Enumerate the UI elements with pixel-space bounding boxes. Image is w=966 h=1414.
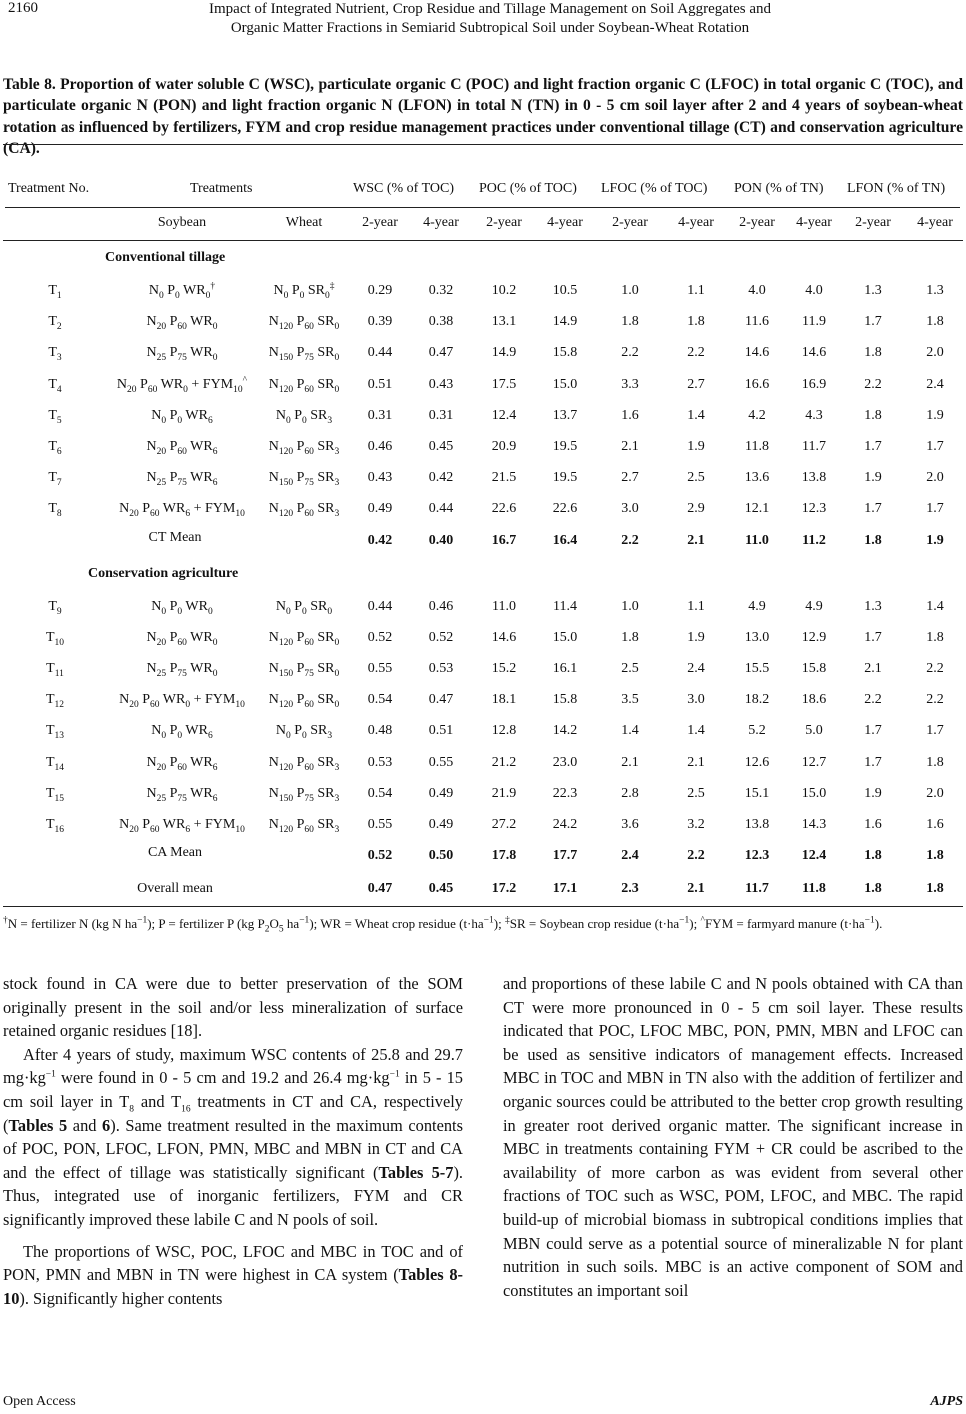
table-cell: 2.7 — [687, 376, 705, 392]
header-wheat: Wheat — [285, 215, 323, 230]
table-cell: 4.2 — [748, 407, 766, 423]
treatment-no: $T_2$ — [48, 314, 62, 332]
year-header-7: 4-year — [796, 215, 832, 230]
mean-cell: 2.2 — [687, 848, 705, 864]
page-number: 2160 — [8, 0, 38, 16]
table-cell: 0.49 — [367, 501, 393, 517]
soybean-treatment: $N_{25}$ $P_{75}$ $WR_6$ — [146, 785, 218, 804]
mean-cell: 2.4 — [621, 848, 639, 864]
table-cell: 22.3 — [552, 785, 578, 801]
table-cell: 18.6 — [801, 692, 827, 708]
table-cell: 1.7 — [864, 754, 882, 770]
table-cell: 1.4 — [687, 723, 705, 739]
table-cell: 2.1 — [864, 661, 882, 676]
table-cell: 2.2 — [687, 345, 705, 361]
table-cell: 1.8 — [687, 314, 705, 330]
header-treatment-no: Treatment No. — [8, 181, 90, 196]
table-cell: 0.46 — [428, 598, 454, 614]
table-cell: 0.47 — [428, 345, 454, 361]
table-cell: 1.6 — [864, 817, 882, 832]
treatment-no: $T_1$ — [48, 283, 62, 301]
table-cell: 2.0 — [926, 785, 944, 801]
wheat-treatment: $N_0$ $P_0$ $SR_0^\ddagger$ — [273, 281, 335, 301]
table-cell: 0.55 — [367, 817, 393, 832]
table-cell: 1.7 — [926, 501, 944, 517]
table-cell: 0.52 — [428, 629, 454, 645]
wheat-treatment: $N_{120}$ $P_{60}$ $SR_0$ — [268, 376, 340, 395]
table-cell: 0.39 — [367, 314, 393, 330]
year-header-5: 4-year — [678, 215, 714, 230]
table-cell: 0.44 — [367, 345, 393, 361]
treatment-no: $T_4$ — [48, 376, 62, 395]
soybean-treatment: $N_{20}$ $P_{60}$ $WR_6$ — [146, 439, 218, 457]
wheat-treatment: $N_0$ $P_0$ $SR_3$ — [275, 407, 333, 426]
overall-mean-cell: 11.8 — [802, 881, 826, 896]
table-footnote: †N = fertilizer N (kg N $ha^{-1}$); P = fertilizer P (kg $P_2O_5$ $ha^{-1}$); WR = Wheat crop residue $(t\cdot ha^{-1})$; ‡SR = Soybean crop residue $(t\cdot ha^{-1})$; ^FYM = farmyard manure $(t\cdot ha^{-1})$. — [3, 915, 883, 935]
year-header-8: 2-year — [855, 215, 891, 230]
wheat-treatment: $N_{150}$ $P_{75}$ $SR_3$ — [268, 470, 340, 488]
table-cell: 2.1 — [687, 754, 705, 770]
table-cell: 14.6 — [744, 345, 770, 361]
header-lfon: LFON (% of TN) — [847, 181, 946, 196]
table-cell: 1.3 — [864, 283, 882, 298]
table-cell: 15.5 — [744, 661, 770, 676]
overall-mean-cell: 11.7 — [745, 881, 769, 896]
mean-cell: 12.4 — [801, 848, 827, 864]
table-cell: 13.8 — [801, 470, 827, 486]
table-cell: 0.32 — [428, 283, 454, 298]
table-cell: 1.7 — [864, 723, 882, 739]
table-cell: 2.1 — [621, 754, 639, 770]
table-cell: 1.9 — [864, 785, 882, 801]
body-left-column — [3, 972, 463, 1310]
table-cell: 0.31 — [367, 407, 393, 423]
mean-cell: 1.9 — [926, 532, 944, 548]
table-cell: 1.8 — [621, 314, 639, 330]
table-cell: 11.7 — [802, 439, 826, 454]
table-cell: 0.46 — [367, 439, 393, 454]
wheat-treatment: $N_{150}$ $P_{75}$ $SR_3$ — [268, 785, 340, 804]
table-cell: 2.5 — [687, 470, 705, 486]
table-caption: Table 8. Proportion of water soluble C (WSC), particulate organic C (POC) and light fraction organic C (LFOC) in total organic C (TOC), and particulate organic N (PON) and light fraction organic N (LFON) in total N (TN) in 0 - 5 cm soil layer after 2 and 4 years of soybean-wheat rotation as influenced by fertilizers, FYM and crop residue management practices under conventional tillage (CT) and conservation agriculture (CA). — [3, 76, 963, 157]
table-cell: 0.31 — [428, 407, 454, 423]
soybean-treatment: $N_{25}$ $P_{75}$ $WR_0$ — [146, 345, 218, 364]
overall-mean-cell: 1.8 — [926, 881, 944, 896]
table-cell: 1.9 — [926, 407, 944, 423]
table-cell: 2.7 — [621, 470, 639, 486]
table-cell: 1.3 — [926, 283, 944, 298]
table-cell: 0.52 — [367, 629, 393, 645]
treatment-no: $T_{11}$ — [46, 661, 64, 679]
table-cell: 5.2 — [748, 723, 766, 739]
table-cell: 3.5 — [621, 692, 639, 708]
table-cell: 2.5 — [621, 661, 639, 676]
table-cell: 1.4 — [621, 723, 639, 739]
treatment-no: $T_7$ — [48, 470, 62, 488]
table-cell: 2.2 — [864, 376, 882, 392]
table-cell: 1.6 — [926, 817, 944, 832]
table-cell: 2.0 — [926, 470, 944, 486]
table-cell: 1.0 — [621, 283, 639, 298]
table-cell: 0.45 — [428, 439, 454, 454]
treatment-no: $T_9$ — [48, 598, 62, 617]
body-left-paragraph-2: After 4 years of study, maximum WSC contents of 25.8 and 29.7 $mg\cdot kg^{-1}$ were found in 0 - 5 cm and 19.2 and 26.4 $mg\cdot kg^{-1}$ in 5 - 15 cm soil layer in $T_8$ and $T_{16}$ treatments in CT and CA, respectively (Tables 5 and 6). Same treatment resulted in the maximum contents of POC, PON, LFOC, LFON, PMN, MBC and MBN in CT and CA and the effect of tillage was statistically significant (Tables 5-7). Thus, integrated use of inorganic fertilizers, FYM and CR significantly improved these labile C and N pools of soil. — [3, 1044, 463, 1229]
table-cell: 2.9 — [687, 501, 705, 517]
table-cell: 12.3 — [801, 501, 827, 517]
table-cell: 4.9 — [748, 598, 766, 614]
table-cell: 19.5 — [552, 439, 578, 454]
year-header-3: 4-year — [547, 215, 583, 230]
soybean-treatment: $N_{20}$ $P_{60}$ $WR_0$ — [146, 314, 218, 332]
wheat-treatment: $N_{120}$ $P_{60}$ $SR_3$ — [268, 501, 340, 520]
table-cell: 1.7 — [926, 439, 944, 454]
table-cell: 1.8 — [621, 629, 639, 645]
mean-cell: 0.40 — [428, 532, 454, 548]
table-cell: 12.6 — [744, 754, 770, 770]
table-cell: 21.2 — [491, 754, 517, 770]
year-header-4: 2-year — [612, 215, 648, 230]
wheat-treatment: $N_0$ $P_0$ $SR_3$ — [275, 723, 333, 742]
soybean-treatment: $N_0$ $P_0$ $WR_6$ — [151, 407, 213, 426]
overall-mean-cell: 17.1 — [552, 881, 578, 896]
table-cell: 4.9 — [805, 598, 823, 614]
table-cell: 3.0 — [621, 501, 639, 517]
table-cell: 1.9 — [687, 439, 705, 454]
mean-label: CT Mean — [148, 529, 202, 545]
footer-open-access: Open Access — [3, 1394, 76, 1409]
mean-label: CA Mean — [147, 845, 203, 861]
body-left-paragraph-1: stock found in CA were due to better preservation of the SOM originally present in the soil and/or less mineralization of surface retained organic residues [18]. — [3, 974, 463, 1041]
table-cell: 2.2 — [926, 692, 944, 708]
treatment-no: $T_5$ — [48, 407, 62, 426]
treatment-no: $T_{10}$ — [45, 629, 65, 648]
table-cell: 2.2 — [864, 692, 882, 708]
mean-cell: 1.8 — [864, 532, 882, 548]
running-head-line-1: Impact of Integrated Nutrient, Crop Residue and Tillage Management on Soil Aggregates and — [209, 1, 771, 17]
year-header-1: 4-year — [423, 215, 459, 230]
table-cell: 18.1 — [491, 692, 517, 708]
table-cell: 15.1 — [744, 785, 770, 801]
wheat-treatment: $N_{150}$ $P_{75}$ $SR_0$ — [268, 661, 340, 679]
table-cell: 15.8 — [552, 692, 578, 708]
overall-mean-cell: 0.45 — [428, 881, 454, 896]
table-cell: 14.6 — [801, 345, 827, 361]
overall-mean-cell: 1.8 — [864, 881, 882, 896]
mean-cell: 17.8 — [491, 848, 517, 864]
soybean-treatment: $N_{20}$ $P_{60}$ $WR_0 + FYM_{10}$ — [119, 692, 245, 710]
table-cell: 2.1 — [621, 439, 639, 454]
table-cell: 0.44 — [428, 501, 454, 517]
table-cell: 0.51 — [428, 723, 454, 739]
table-cell: 11.6 — [745, 314, 769, 330]
table-cell: 1.8 — [926, 629, 944, 645]
table-cell: 0.48 — [367, 723, 393, 739]
table-header-rule — [5, 207, 960, 208]
table-cell: 14.6 — [491, 629, 517, 645]
table-cell: 2.4 — [687, 661, 705, 676]
year-header-9: 4-year — [917, 215, 953, 230]
soybean-treatment: $N_{20}$ $P_{60}$ $WR_0$ — [146, 629, 218, 648]
table-cell: 23.0 — [552, 754, 578, 770]
header-pon: PON (% of TN) — [734, 181, 824, 196]
table-cell: 1.7 — [864, 629, 882, 645]
table-cell: 1.8 — [864, 407, 882, 423]
table-cell: 1.4 — [687, 407, 705, 423]
table-cell: 13.6 — [744, 470, 770, 486]
treatment-no: $T_{16}$ — [45, 817, 65, 835]
mean-cell: 0.52 — [367, 848, 393, 864]
table-cell: 2.5 — [687, 785, 705, 801]
table-cell: 1.9 — [687, 629, 705, 645]
treatment-no: $T_6$ — [48, 439, 62, 457]
table-cell: 16.1 — [552, 661, 578, 676]
mean-cell: 1.8 — [864, 848, 882, 864]
table-cell: 1.4 — [926, 598, 944, 614]
table-cell: 15.8 — [801, 661, 827, 676]
table-cell: 21.5 — [491, 470, 517, 486]
table-cell: 0.38 — [428, 314, 454, 330]
table-cell: 22.6 — [491, 501, 517, 517]
table-cell: 15.0 — [552, 376, 578, 392]
table-cell: 1.8 — [926, 754, 944, 770]
wheat-treatment: $N_{120}$ $P_{60}$ $SR_0$ — [268, 692, 340, 710]
running-head — [140, 0, 840, 38]
table-cell: 4.0 — [748, 283, 766, 298]
table-cell: 17.5 — [491, 376, 517, 392]
table-cell: 18.2 — [744, 692, 770, 708]
wheat-treatment: $N_{120}$ $P_{60}$ $SR_0$ — [268, 314, 340, 332]
table-cell: 1.8 — [864, 345, 882, 361]
table-cell: 0.55 — [367, 661, 393, 676]
wheat-treatment: $N_{120}$ $P_{60}$ $SR_3$ — [268, 439, 340, 457]
header-poc: POC (% of TOC) — [479, 181, 577, 196]
table-cell: 15.2 — [491, 661, 517, 676]
table-cell: 1.0 — [621, 598, 639, 614]
year-header-2: 2-year — [486, 215, 522, 230]
table-cell: 16.9 — [801, 376, 827, 392]
table-cell: 0.54 — [367, 785, 393, 801]
table-cell: 1.1 — [687, 283, 705, 298]
table-cell: 4.3 — [805, 407, 823, 423]
soybean-treatment: $N_{25}$ $P_{75}$ $WR_0$ — [146, 661, 218, 679]
wheat-treatment: $N_{120}$ $P_{60}$ $SR_3$ — [268, 754, 340, 773]
soybean-treatment: $N_0$ $P_0$ $WR_6$ — [151, 723, 213, 742]
mean-cell: 11.2 — [802, 532, 826, 548]
table-cell: 11.0 — [492, 598, 516, 614]
table-bottom-rule — [3, 906, 963, 907]
table-cell: 12.1 — [744, 501, 770, 517]
soybean-treatment: $N_{20}$ $P_{60}$ $WR_0 + FYM_{10}^{\^{}}$ — [116, 374, 248, 395]
table-cell: 2.2 — [621, 345, 639, 361]
table-cell: 1.7 — [864, 314, 882, 330]
table-cell: 3.0 — [687, 692, 705, 708]
table-cell: 0.43 — [367, 470, 393, 486]
treatment-no: $T_{14}$ — [45, 754, 65, 773]
table-cell: 13.8 — [744, 817, 770, 832]
table-cell: 0.47 — [428, 692, 454, 708]
table-cell: 11.9 — [802, 314, 826, 330]
table-cell: 14.3 — [801, 817, 827, 832]
overall-mean-cell: 17.2 — [491, 881, 517, 896]
year-header-0: 2-year — [362, 215, 398, 230]
treatment-no: $T_{13}$ — [45, 723, 65, 742]
mean-cell: 0.50 — [428, 848, 454, 864]
table-cell: 3.6 — [621, 817, 639, 832]
table-cell: 1.7 — [926, 723, 944, 739]
table-cell: 0.49 — [428, 817, 454, 832]
mean-cell: 17.7 — [552, 848, 578, 864]
table-cell: 10.5 — [552, 283, 578, 298]
soybean-treatment: $N_0$ $P_0$ $WR_0$ — [151, 598, 213, 617]
mean-cell: 12.3 — [744, 848, 770, 864]
body-left-paragraph-3: The proportions of WSC, POC, LFOC and MBC in TOC and of PON, PMN and MBN in TN were highest in CA system (Tables 8-10). Significantly higher contents — [3, 1241, 463, 1308]
table-cell: 11.4 — [553, 598, 577, 614]
soybean-treatment: $N_0$ $P_0$ $WR_0^\dagger$ — [148, 281, 216, 301]
soybean-treatment: $N_{25}$ $P_{75}$ $WR_6$ — [146, 470, 218, 488]
table-cell: 0.44 — [367, 598, 393, 614]
table-cell: 1.1 — [687, 598, 705, 614]
table-cell: 10.2 — [491, 283, 517, 298]
table-cell: 12.8 — [491, 723, 517, 739]
header-treatments: Treatments — [190, 181, 253, 196]
table-cell: 0.51 — [367, 376, 393, 392]
table-cell: 2.8 — [621, 785, 639, 801]
table-cell: 5.0 — [805, 723, 823, 739]
table-cell: 14.2 — [552, 723, 578, 739]
table-cell: 24.2 — [552, 817, 578, 832]
wheat-treatment: $N_0$ $P_0$ $SR_0$ — [275, 598, 333, 617]
table-cell: 19.5 — [552, 470, 578, 486]
table-cell: 20.9 — [491, 439, 517, 454]
table-cell: 12.4 — [491, 407, 517, 423]
table-cell: 12.7 — [801, 754, 827, 770]
table-cell: 2.4 — [926, 376, 944, 392]
mean-cell: 2.1 — [687, 532, 705, 548]
table-cell: 4.0 — [805, 283, 823, 298]
table-cell: 12.9 — [801, 629, 827, 645]
table-cell: 0.49 — [428, 785, 454, 801]
table-cell: 13.7 — [552, 407, 578, 423]
table-cell: 1.9 — [864, 470, 882, 486]
soybean-treatment: $N_{20}$ $P_{60}$ $WR_6 + FYM_{10}$ — [119, 817, 245, 835]
treatment-no: $T_{12}$ — [45, 692, 65, 710]
table-cell: 2.0 — [926, 345, 944, 361]
section-title: Conventional tillage — [105, 250, 226, 265]
overall-mean-cell: 2.3 — [621, 881, 639, 896]
treatment-no: $T_3$ — [48, 345, 62, 364]
table-cell: 11.8 — [745, 439, 769, 454]
table-cell: 15.8 — [552, 345, 578, 361]
table-cell: 16.6 — [744, 376, 770, 392]
table-subheader-rule — [3, 240, 963, 241]
wheat-treatment: $N_{120}$ $P_{60}$ $SR_3$ — [268, 817, 340, 835]
table-cell: 15.0 — [552, 629, 578, 645]
table-cell: 27.2 — [491, 817, 517, 832]
mean-cell: 16.7 — [491, 532, 517, 548]
table-cell: 3.3 — [621, 376, 639, 392]
table-cell: 13.0 — [744, 629, 770, 645]
overall-mean-cell: 0.47 — [367, 881, 393, 896]
mean-cell: 0.42 — [367, 532, 393, 548]
overall-mean-label: Overall mean — [137, 881, 213, 896]
mean-cell: 2.2 — [621, 532, 639, 548]
table-cell: 21.9 — [491, 785, 517, 801]
table-cell: 0.55 — [428, 754, 454, 770]
wheat-treatment: $N_{120}$ $P_{60}$ $SR_0$ — [268, 629, 340, 648]
header-lfoc: LFOC (% of TOC) — [601, 181, 708, 196]
mean-cell: 1.8 — [926, 848, 944, 864]
table-cell: 1.7 — [864, 439, 882, 454]
header-soybean: Soybean — [157, 215, 207, 230]
section-title: Conservation agriculture — [88, 565, 239, 581]
mean-cell: 16.4 — [552, 532, 578, 548]
running-head-line-2: Organic Matter Fractions in Semiarid Subtropical Soil under Soybean-Wheat Rotation — [230, 20, 750, 36]
table-cell: 0.54 — [367, 692, 393, 708]
table-cell: 1.7 — [864, 501, 882, 517]
table-cell: 1.8 — [926, 314, 944, 330]
table-top-rule — [3, 144, 963, 145]
table-cell: 14.9 — [552, 314, 578, 330]
wheat-treatment: $N_{150}$ $P_{75}$ $SR_0$ — [268, 345, 340, 364]
table-cell: 22.6 — [552, 501, 578, 517]
table-cell: 1.3 — [864, 598, 882, 614]
footer-journal: AJPS — [930, 1394, 963, 1409]
table-cell: 0.53 — [428, 661, 454, 676]
table-cell: 0.43 — [428, 376, 454, 392]
table-cell: 15.0 — [801, 785, 827, 801]
year-header-6: 2-year — [739, 215, 775, 230]
table-cell: 3.2 — [687, 817, 705, 832]
mean-cell: 11.0 — [745, 532, 769, 548]
table-cell: 2.2 — [926, 661, 944, 676]
treatment-no: $T_{15}$ — [45, 785, 65, 804]
table-cell: 0.42 — [428, 470, 454, 486]
table-cell: 0.53 — [367, 754, 393, 770]
body-right-column: and proportions of these labile C and N pools obtained with CA than CT were more pronounced in 0 - 5 cm soil layer. These results indicated that POC, LFOC MBC, PON, PMN, MBN and LFOC can be used as sensitive indicators of management effects. Increased MBC in TOC and MBN in TN also with the addition of fertilizer and organic sources could be attributed to the better crop growth resulting in greater root derived organic matter. The significant increase in MBC in treatments containing FYM + CR could be ascribed to the availability of more carbon as was evident from several other fractions of TOC such as WSC, POM, LFOC, and MBC. The rapid build-up of microbial biomass in subtropical conditions implies that MBN could serve as a potential source of mineralizable N for plant nutrition in such soils. MBC is an active component of SOM and constitutes an important soil — [503, 974, 963, 1300]
table-cell: 0.29 — [367, 283, 393, 298]
overall-mean-cell: 2.1 — [687, 881, 705, 896]
treatment-no: $T_8$ — [48, 501, 62, 520]
table-cell: 13.1 — [491, 314, 517, 330]
soybean-treatment: $N_{20}$ $P_{60}$ $WR_6$ — [146, 754, 218, 773]
table-cell: 1.6 — [621, 407, 639, 423]
soybean-treatment: $N_{20}$ $P_{60}$ $WR_6 + FYM_{10}$ — [119, 501, 245, 520]
header-wsc: WSC (% of TOC) — [353, 181, 454, 196]
table-cell: 14.9 — [491, 345, 517, 361]
